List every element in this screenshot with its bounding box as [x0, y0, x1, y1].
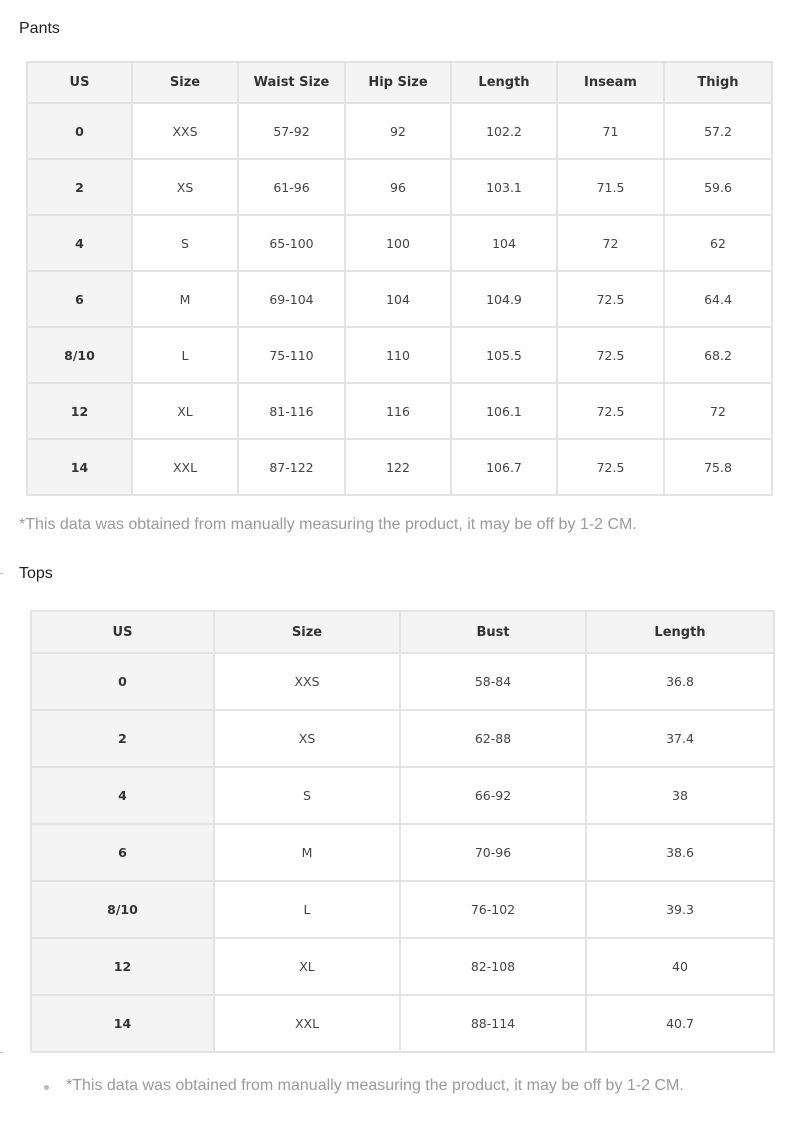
length-cell: 104 [451, 215, 557, 271]
table-row [31, 710, 774, 767]
size-cell: XXL [132, 439, 238, 495]
length-cell: 37.4 [586, 710, 774, 767]
pants-size-table [26, 61, 773, 496]
thigh-cell: 75.8 [664, 439, 772, 495]
left-margin-tick [0, 1052, 3, 1053]
pants-measurement-note: *This data was obtained from manually measuring the product, it may be off by 1-2 CM. [19, 516, 637, 533]
length-cell: 106.7 [451, 439, 557, 495]
thigh-cell: 57.2 [664, 103, 772, 159]
length-cell: 103.1 [451, 159, 557, 215]
size-cell: S [132, 215, 238, 271]
us-cell: 0 [31, 653, 214, 710]
us-cell: 0 [27, 103, 132, 159]
inseam-cell: 72.5 [557, 271, 664, 327]
hip-cell: 96 [345, 159, 451, 215]
us-cell: 4 [31, 767, 214, 824]
pants-header-length: Length [451, 62, 557, 103]
size-cell: XXS [214, 653, 400, 710]
waist-cell: 57-92 [238, 103, 345, 159]
us-cell: 2 [31, 710, 214, 767]
length-cell: 40.7 [586, 995, 774, 1052]
waist-cell: 75-110 [238, 327, 345, 383]
bust-cell: 58-84 [400, 653, 586, 710]
bust-cell: 76-102 [400, 881, 586, 938]
table-row [27, 439, 772, 495]
size-cell: M [214, 824, 400, 881]
table-row [27, 271, 772, 327]
hip-cell: 122 [345, 439, 451, 495]
waist-cell: 69-104 [238, 271, 345, 327]
size-cell: XS [214, 710, 400, 767]
table-row [27, 103, 772, 159]
thigh-cell: 62 [664, 215, 772, 271]
tops-header-row [31, 611, 774, 653]
bust-cell: 62-88 [400, 710, 586, 767]
hip-cell: 100 [345, 215, 451, 271]
pants-header-waist: Waist Size [238, 62, 345, 103]
thigh-cell: 64.4 [664, 271, 772, 327]
table-row [27, 215, 772, 271]
waist-cell: 61-96 [238, 159, 345, 215]
length-cell: 38.6 [586, 824, 774, 881]
thigh-cell: 59.6 [664, 159, 772, 215]
size-cell: L [214, 881, 400, 938]
length-cell: 105.5 [451, 327, 557, 383]
hip-cell: 92 [345, 103, 451, 159]
size-cell: XXL [214, 995, 400, 1052]
size-cell: XS [132, 159, 238, 215]
length-cell: 40 [586, 938, 774, 995]
bust-cell: 88-114 [400, 995, 586, 1052]
size-cell: XL [214, 938, 400, 995]
table-row [31, 653, 774, 710]
us-cell: 12 [31, 938, 214, 995]
us-cell: 2 [27, 159, 132, 215]
us-cell: 14 [27, 439, 132, 495]
length-cell: 39.3 [586, 881, 774, 938]
tops-header-length: Length [586, 611, 774, 653]
table-row [31, 881, 774, 938]
pants-header-us: US [27, 62, 132, 103]
us-cell: 6 [31, 824, 214, 881]
waist-cell: 87-122 [238, 439, 345, 495]
pants-title: Pants [19, 20, 60, 37]
inseam-cell: 72.5 [557, 383, 664, 439]
table-row [31, 938, 774, 995]
waist-cell: 65-100 [238, 215, 345, 271]
tops-size-table [30, 610, 775, 1053]
pants-header-size: Size [132, 62, 238, 103]
inseam-cell: 72 [557, 215, 664, 271]
table-row [31, 767, 774, 824]
us-cell: 12 [27, 383, 132, 439]
size-cell: XL [132, 383, 238, 439]
length-cell: 102.2 [451, 103, 557, 159]
inseam-cell: 72.5 [557, 327, 664, 383]
table-row [27, 159, 772, 215]
tops-measurement-note: *This data was obtained from manually measuring the product, it may be off by 1-2 CM. [66, 1077, 684, 1094]
tops-title: Tops [19, 565, 53, 582]
pants-header-inseam: Inseam [557, 62, 664, 103]
pants-header-hip: Hip Size [345, 62, 451, 103]
us-cell: 8/10 [31, 881, 214, 938]
size-cell: L [132, 327, 238, 383]
length-cell: 104.9 [451, 271, 557, 327]
us-cell: 6 [27, 271, 132, 327]
inseam-cell: 71 [557, 103, 664, 159]
thigh-cell: 68.2 [664, 327, 772, 383]
size-cell: XXS [132, 103, 238, 159]
length-cell: 106.1 [451, 383, 557, 439]
bullet-dot [44, 1085, 49, 1090]
hip-cell: 104 [345, 271, 451, 327]
tops-header-size: Size [214, 611, 400, 653]
bust-cell: 66-92 [400, 767, 586, 824]
table-row [27, 327, 772, 383]
hip-cell: 110 [345, 327, 451, 383]
pants-header-row [27, 62, 772, 103]
us-cell: 4 [27, 215, 132, 271]
length-cell: 38 [586, 767, 774, 824]
size-cell: S [214, 767, 400, 824]
us-cell: 8/10 [27, 327, 132, 383]
left-margin-tick [0, 573, 3, 574]
inseam-cell: 72.5 [557, 439, 664, 495]
bust-cell: 70-96 [400, 824, 586, 881]
us-cell: 14 [31, 995, 214, 1052]
table-row [31, 824, 774, 881]
size-cell: M [132, 271, 238, 327]
waist-cell: 81-116 [238, 383, 345, 439]
bust-cell: 82-108 [400, 938, 586, 995]
tops-header-us: US [31, 611, 214, 653]
tops-header-bust: Bust [400, 611, 586, 653]
hip-cell: 116 [345, 383, 451, 439]
pants-header-thigh: Thigh [664, 62, 772, 103]
table-row [27, 383, 772, 439]
table-row [31, 995, 774, 1052]
inseam-cell: 71.5 [557, 159, 664, 215]
thigh-cell: 72 [664, 383, 772, 439]
length-cell: 36.8 [586, 653, 774, 710]
